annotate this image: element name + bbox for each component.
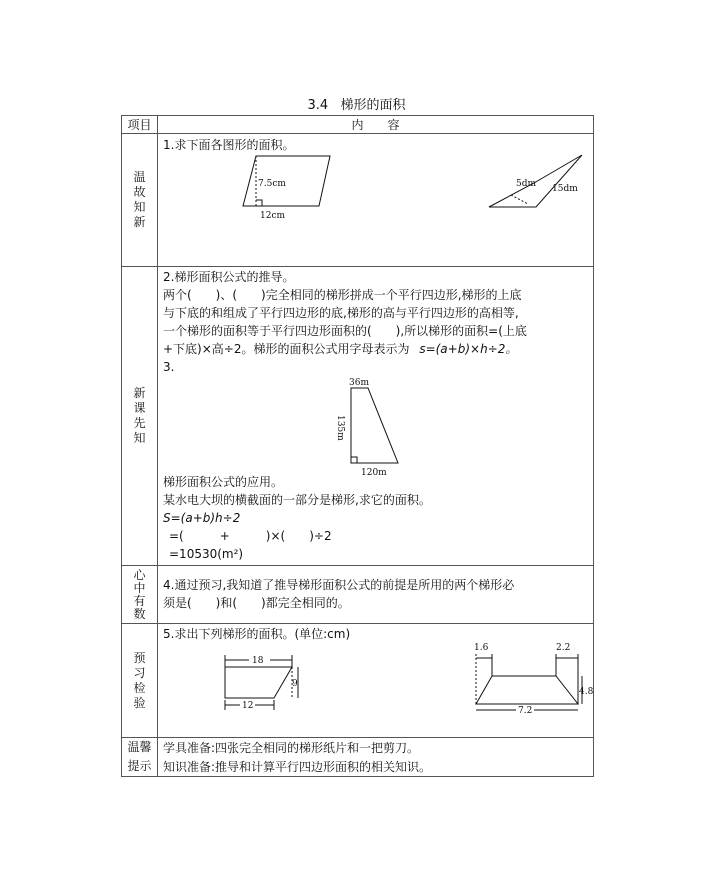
header-row — [122, 116, 594, 134]
heart-label — [122, 566, 158, 624]
parallelogram-1 — [243, 156, 330, 221]
review-label-2: 故 — [133, 185, 146, 199]
preview-label-4: 知 — [133, 431, 146, 445]
tips-label-1: 温馨 — [127, 740, 152, 754]
question-3: 3. — [163, 360, 175, 374]
preview-label-2: 课 — [133, 401, 146, 415]
tips-line-2: 知识准备:推导和计算平行四边形面积的相关知识。 — [163, 760, 432, 774]
fig4-top-label: 18 — [252, 656, 264, 666]
preview-row — [122, 267, 594, 566]
review-figures — [158, 134, 594, 266]
q2-line-2: 与下底的和组成了平行四边形的底,梯形的高与平行四边形的高相等, — [163, 306, 519, 320]
fig5-right-label: 2.2 — [556, 643, 571, 653]
heart-row — [122, 566, 594, 624]
check-label-4: 验 — [133, 695, 146, 710]
header-content: 内 容 — [158, 116, 594, 134]
check-label-1: 预 — [133, 650, 146, 665]
question-5: 5.求出下列梯形的面积。(单位:cm) — [163, 627, 351, 641]
fig3-height-label: 135m — [335, 415, 345, 441]
tips-content — [158, 738, 594, 777]
fig4-height-label: 9 — [292, 679, 298, 689]
page-title: 3.4 梯形的面积 — [307, 98, 406, 113]
right-trapezoid-figure — [225, 655, 298, 711]
q2-line-1: 两个( )、( )完全相同的梯形拼成一个平行四边形,梯形的上底 — [163, 288, 522, 302]
application-title: 梯形面积公式的应用。 — [163, 475, 284, 489]
calc-line-2: =( + )×( )÷2 — [169, 529, 332, 543]
fig5-height-label: 4.8 — [579, 687, 594, 697]
fig2-height-label: 5dm — [516, 179, 537, 189]
heart-label-1: 心 — [133, 567, 146, 582]
dam-problem: 某水电大坝的横截面的一部分是梯形,求它的面积。 — [163, 493, 431, 507]
check-label-2: 习 — [133, 665, 146, 680]
check-row — [122, 624, 594, 738]
review-row — [122, 134, 594, 267]
fig1-height-label: 7.5cm — [258, 179, 286, 189]
check-figures — [158, 624, 594, 737]
review-label — [122, 134, 158, 267]
fig3-top-label: 36m — [349, 378, 369, 388]
preview-label — [122, 267, 158, 566]
fig1-base-label: 12cm — [260, 211, 286, 221]
q2-line-4-text: +下底)×高÷2。梯形的面积公式用字母表示为 — [163, 342, 410, 356]
tips-line-1: 学具准备:四张完全相同的梯形纸片和一把剪刀。 — [163, 741, 420, 755]
review-label-4: 新 — [133, 215, 146, 229]
tips-row — [122, 738, 594, 777]
review-label-3: 知 — [133, 200, 146, 214]
review-content — [158, 134, 594, 267]
question-2-title: 2.梯形面积公式的推导。 — [163, 270, 295, 284]
fig5-bottom-label: 7.2 — [518, 706, 533, 716]
review-label-1: 温 — [133, 170, 146, 184]
check-label — [122, 624, 158, 738]
tips-label — [122, 738, 158, 777]
q4-line-2: 须是( )和( )都完全相同的。 — [163, 596, 350, 610]
check-content — [158, 624, 594, 738]
trapezoid-formula: s=(a+b)×h÷2。 — [419, 342, 518, 356]
worksheet-table — [121, 115, 594, 777]
parallelogram-2 — [489, 155, 582, 207]
heart-label-4: 数 — [133, 606, 146, 621]
fig2-side-label: 15dm — [552, 184, 578, 194]
q2-line-3: 一个梯形的面积等于平行四边形面积的( ),所以梯形的面积=(上底 — [163, 324, 527, 338]
tips-label-2: 提示 — [127, 759, 152, 773]
fig4-bottom-label: 12 — [242, 701, 254, 711]
q4-line-1: 4.通过预习,我知道了推导梯形面积公式的前提是所用的两个梯形必 — [163, 578, 515, 592]
fig3-bottom-label: 120m — [361, 468, 387, 478]
preview-label-3: 先 — [133, 416, 146, 430]
header-item: 项目 — [122, 116, 158, 134]
isosceles-trapezoid-figure — [474, 643, 594, 716]
heart-label-2: 中 — [133, 580, 146, 595]
calc-line-1: S=(a+b)h÷2 — [163, 511, 241, 525]
calc-line-3: =10530(m²) — [169, 547, 244, 561]
preview-label-1: 新 — [133, 386, 146, 400]
question-1: 1.求下面各图形的面积。 — [163, 138, 295, 152]
heart-content — [158, 566, 594, 624]
check-label-3: 检 — [133, 680, 146, 695]
fig5-left-label: 1.6 — [474, 643, 489, 653]
preview-content — [158, 267, 594, 566]
heart-label-3: 有 — [133, 593, 146, 608]
